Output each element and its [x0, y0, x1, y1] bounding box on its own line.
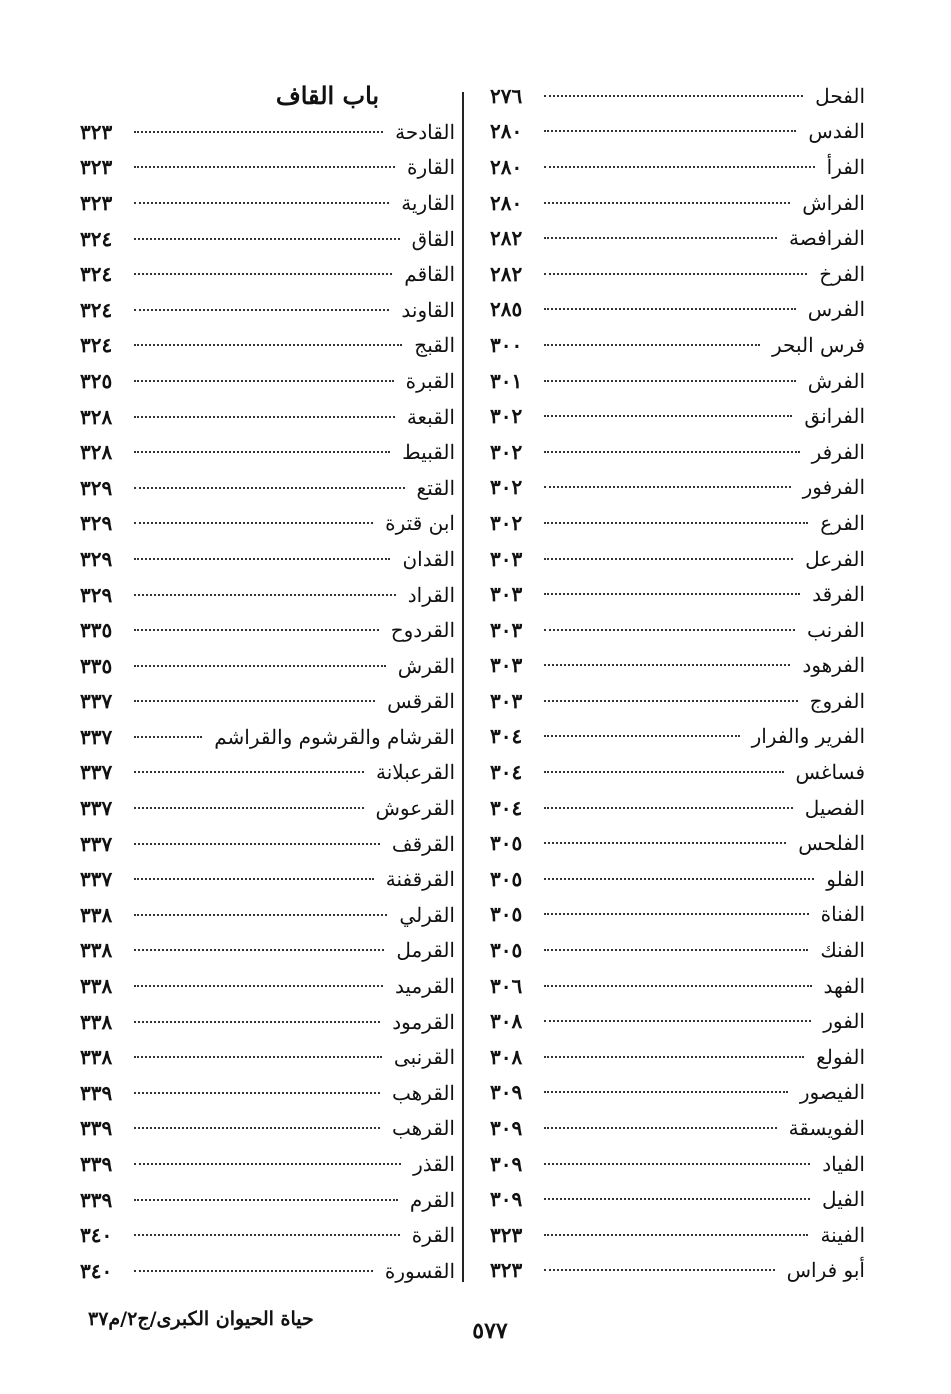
entry-name: القدان: [402, 546, 455, 571]
entry-name: الفيصور: [799, 1080, 865, 1105]
index-entry: [490, 897, 865, 933]
dot-leader: [544, 130, 796, 132]
entry-name: الفرير والفرار: [751, 724, 865, 749]
dot-leader: [134, 1199, 398, 1201]
dot-leader: [134, 1021, 380, 1023]
entry-page-number: ٣٠٨: [490, 1009, 523, 1034]
entry-page-number: ٢٧٦: [490, 83, 523, 108]
index-entry: [80, 1004, 455, 1040]
entry-name: القرة: [411, 1223, 455, 1248]
index-entry: [80, 790, 455, 826]
entry-page-number: ٣٠٥: [490, 831, 523, 856]
index-entry: [80, 399, 455, 435]
dot-leader: [544, 949, 808, 951]
dot-leader: [544, 451, 800, 453]
index-column-right: [490, 78, 865, 1293]
dot-leader: [544, 807, 793, 809]
index-entry: [490, 1003, 865, 1039]
index-entry: [80, 861, 455, 897]
entry-name: الفولع: [816, 1044, 865, 1069]
dot-leader: [544, 380, 796, 382]
index-entry: [80, 1039, 455, 1075]
entry-name: الفنك: [820, 938, 865, 963]
entry-name: القارة: [407, 155, 455, 180]
index-entry: [80, 114, 455, 150]
entry-page-number: ٣٣٨: [80, 974, 113, 999]
entry-name: الفرافصة: [789, 226, 865, 251]
index-entry: [80, 221, 455, 257]
index-entry: [80, 826, 455, 862]
entry-page-number: ٣٠٤: [490, 724, 523, 749]
entry-page-number: ٣٣٧: [80, 724, 113, 749]
entry-page-number: ٣٢٤: [80, 297, 113, 322]
index-entry: [490, 1110, 865, 1146]
dot-leader: [134, 771, 364, 773]
entry-name: الفيل: [822, 1187, 865, 1212]
index-entry: [80, 719, 455, 755]
dot-leader: [134, 878, 374, 880]
dot-leader: [134, 914, 387, 916]
dot-leader: [544, 985, 812, 987]
dot-leader: [544, 558, 793, 560]
dot-leader: [544, 878, 814, 880]
index-entry: [490, 790, 865, 826]
entry-name: الفهد: [823, 973, 865, 998]
index-entry: [490, 825, 865, 861]
index-entry: [490, 505, 865, 541]
dot-leader: [544, 1234, 808, 1236]
entry-name: الفرفور: [802, 475, 865, 500]
entry-page-number: ٣٠٦: [490, 973, 523, 998]
index-entry: [490, 256, 865, 292]
entry-name: ابن قترة: [385, 511, 455, 536]
index-column-left: [80, 78, 455, 1293]
dot-leader: [544, 1163, 810, 1165]
index-entry: [490, 612, 865, 648]
entry-name: القرنبى: [393, 1045, 455, 1070]
entry-page-number: ٣٠٨: [490, 1044, 523, 1069]
entry-name: الفراش: [802, 190, 865, 215]
entry-page-number: ٢٨٠: [490, 154, 523, 179]
index-entry: [80, 541, 455, 577]
entry-page-number: ٣٠٥: [490, 866, 523, 891]
entry-name: القبرة: [405, 368, 455, 393]
dot-leader: [134, 629, 379, 631]
entry-name: الفرش: [807, 368, 865, 393]
index-entry: [80, 363, 455, 399]
dot-leader: [134, 736, 202, 738]
entry-name: الفرفر: [811, 439, 865, 464]
entry-page-number: ٣٣٥: [80, 653, 113, 678]
dot-leader: [544, 1091, 788, 1093]
entry-name: الفويسقة: [788, 1116, 865, 1141]
index-entry: [490, 861, 865, 897]
dot-leader: [134, 380, 394, 382]
entry-page-number: ٣٠٩: [490, 1187, 523, 1212]
entry-page-number: ٣٠٣: [490, 617, 523, 642]
entry-name: الفرقد: [812, 582, 865, 607]
dot-leader: [134, 522, 373, 524]
entry-page-number: ٣٠٩: [490, 1080, 523, 1105]
index-entry: [80, 612, 455, 648]
dot-leader: [134, 131, 383, 133]
index-entry: [80, 577, 455, 613]
entry-page-number: ٣٠٤: [490, 760, 523, 785]
dot-leader: [134, 202, 389, 204]
dot-leader: [544, 166, 815, 168]
entry-name: الفصيل: [804, 795, 865, 820]
entry-page-number: ٣٠٥: [490, 938, 523, 963]
index-entry: [490, 1146, 865, 1182]
dot-leader: [134, 985, 383, 987]
index-entry: [490, 541, 865, 577]
index-entry: [80, 150, 455, 186]
index-entry: [490, 1181, 865, 1217]
index-entry: [490, 576, 865, 612]
entry-page-number: ٣٠٣: [490, 653, 523, 678]
dot-leader: [544, 344, 760, 346]
dot-leader: [544, 522, 808, 524]
entry-page-number: ٣٠٩: [490, 1151, 523, 1176]
index-entry: [490, 683, 865, 719]
index-entry: [80, 1217, 455, 1253]
entry-page-number: ٣٣٩: [80, 1152, 113, 1177]
book-reference: حياة الحيوان الكبرى/ج٢/م٣٧: [88, 1308, 314, 1330]
entry-name: أبو فراس: [786, 1258, 865, 1283]
index-entry: [80, 1182, 455, 1218]
dot-leader: [544, 629, 795, 631]
entry-name: القرش: [397, 653, 455, 678]
entry-name: القتع: [416, 475, 455, 500]
entry-name: الفرس: [807, 297, 865, 322]
index-entry: [80, 1075, 455, 1111]
entry-name: القراد: [407, 582, 455, 607]
index-entry: [490, 1253, 865, 1289]
entry-name: القرعبلانة: [376, 760, 455, 785]
index-entry: [490, 1039, 865, 1075]
entry-page-number: ٣٢٨: [80, 404, 113, 429]
entry-page-number: ٣٠٥: [490, 902, 523, 927]
index-entry: [490, 327, 865, 363]
index-entry: [490, 185, 865, 221]
entry-name: الفرأ: [826, 154, 865, 179]
entry-name: فساغس: [795, 760, 865, 785]
entry-page-number: ٢٨٢: [490, 261, 523, 286]
entry-name: الفرهود: [802, 653, 865, 678]
section-heading: باب القاف: [275, 81, 380, 110]
index-entry: [80, 256, 455, 292]
index-entry: [80, 648, 455, 684]
index-entry: [80, 185, 455, 221]
index-entry: [490, 149, 865, 185]
index-entry: [80, 755, 455, 791]
index-entry: [490, 78, 865, 114]
entry-page-number: ٣٠٢: [490, 510, 523, 535]
entry-name: القبعة: [406, 404, 455, 429]
dot-leader: [544, 202, 790, 204]
entry-page-number: ٣٣٨: [80, 1045, 113, 1070]
dot-leader: [134, 487, 405, 489]
entry-page-number: ٣٠٣: [490, 546, 523, 571]
dot-leader: [544, 1020, 811, 1022]
entry-name: القرقف: [391, 831, 455, 856]
index-entry: [490, 968, 865, 1004]
entry-page-number: ٣٠١: [490, 368, 523, 393]
index-entry: [80, 328, 455, 364]
entry-page-number: ٣٠٢: [490, 439, 523, 464]
entry-page-number: ٣٢٥: [80, 368, 113, 393]
index-entry: [490, 1075, 865, 1111]
entry-page-number: ٣٢٩: [80, 475, 113, 500]
dot-leader: [544, 273, 807, 275]
dot-leader: [544, 1198, 810, 1200]
entry-page-number: ٣٠٣: [490, 582, 523, 607]
entry-name: القرلي: [399, 902, 455, 927]
index-entry: [80, 470, 455, 506]
entry-page-number: ٣٤٠: [80, 1258, 113, 1283]
entry-page-number: ٣٠٢: [490, 404, 523, 429]
dot-leader: [544, 95, 803, 97]
entry-name: فرس البحر: [772, 332, 865, 357]
entry-name: الفرنب: [806, 617, 865, 642]
entry-page-number: ٣٣٩: [80, 1187, 113, 1212]
dot-leader: [134, 1127, 380, 1129]
entry-page-number: ٣٢٤: [80, 333, 113, 358]
dot-leader: [544, 486, 791, 488]
entry-name: الفلحس: [798, 831, 865, 856]
index-entry: [490, 114, 865, 150]
dot-leader: [134, 594, 396, 596]
index-entry: [490, 932, 865, 968]
entry-name: القرميد: [394, 974, 455, 999]
entry-name: القرشام والقرشوم والقراشم: [214, 724, 455, 749]
entry-page-number: ٣٣٩: [80, 1116, 113, 1141]
entry-page-number: ٣٢٤: [80, 262, 113, 287]
dot-leader: [544, 1056, 804, 1058]
entry-name: القارية: [401, 190, 455, 215]
entry-page-number: ٢٨٥: [490, 297, 523, 322]
entry-name: الفرانق: [804, 404, 865, 429]
entry-name: الفرع: [820, 510, 865, 535]
index-entry: [80, 968, 455, 1004]
dot-leader: [134, 451, 390, 453]
entry-page-number: ٣٣٨: [80, 1009, 113, 1034]
dot-leader: [544, 593, 800, 595]
entry-page-number: ٣٢٣: [490, 1258, 523, 1283]
dot-leader: [134, 1270, 373, 1272]
entry-name: القرعوش: [375, 796, 455, 821]
index-entry: [490, 363, 865, 399]
entry-name: القرهب: [392, 1116, 455, 1141]
entry-page-number: ٣٣٧: [80, 796, 113, 821]
dot-leader: [134, 309, 389, 311]
dot-leader: [134, 1092, 380, 1094]
entry-name: القرقس: [387, 689, 455, 714]
dot-leader: [544, 700, 798, 702]
entry-name: القرم: [409, 1187, 455, 1212]
entry-name: القرمود: [392, 1009, 455, 1034]
entry-name: الفياد: [822, 1151, 865, 1176]
index-entry: [490, 398, 865, 434]
dot-leader: [544, 237, 777, 239]
entry-name: القاوند: [401, 297, 455, 322]
entry-name: الفحل: [815, 83, 865, 108]
entry-page-number: ٣٠٠: [490, 332, 523, 357]
index-entry: [80, 684, 455, 720]
entry-name: القسورة: [384, 1258, 455, 1283]
entry-page-number: ٣٣٨: [80, 938, 113, 963]
entry-name: القذر: [413, 1152, 455, 1177]
entry-name: القردوح: [390, 618, 455, 643]
entry-page-number: ٣٣٨: [80, 902, 113, 927]
entry-name: القبيط: [402, 440, 455, 465]
entry-name: الفرخ: [819, 261, 865, 286]
dot-leader: [134, 238, 400, 240]
dot-leader: [544, 1269, 775, 1271]
dot-leader: [544, 735, 740, 737]
entry-page-number: ٣٣٩: [80, 1080, 113, 1105]
index-entry: [490, 1217, 865, 1253]
index-entry: [80, 292, 455, 328]
entry-page-number: ٢٨٠: [490, 119, 523, 144]
dot-leader: [134, 1234, 400, 1236]
index-entry: [80, 1111, 455, 1147]
entry-page-number: ٣٤٠: [80, 1223, 113, 1248]
entry-page-number: ٣٢٤: [80, 226, 113, 251]
dot-leader: [544, 1127, 777, 1129]
entry-page-number: ٣٣٧: [80, 867, 113, 892]
entry-page-number: ٢٨٠: [490, 190, 523, 215]
dot-leader: [544, 771, 784, 773]
entry-name: القاق: [411, 226, 455, 251]
dot-leader: [134, 1163, 401, 1165]
entry-page-number: ٣٣٧: [80, 831, 113, 856]
index-entry: [80, 933, 455, 969]
column-divider: [462, 92, 464, 1282]
dot-leader: [544, 913, 809, 915]
entry-name: الفور: [823, 1009, 865, 1034]
dot-leader: [544, 842, 786, 844]
dot-leader: [134, 700, 375, 702]
entry-page-number: ٣٠٤: [490, 795, 523, 820]
dot-leader: [134, 949, 384, 951]
index-entry: [490, 292, 865, 328]
index-entry: [490, 648, 865, 684]
entry-page-number: ٣٠٩: [490, 1116, 523, 1141]
entry-name: الفروج: [809, 688, 865, 713]
entry-name: الفناة: [820, 902, 865, 927]
dot-leader: [544, 415, 792, 417]
dot-leader: [134, 665, 386, 667]
index-entry: [490, 754, 865, 790]
entry-name: القرمل: [396, 938, 455, 963]
entry-page-number: ٢٨٢: [490, 226, 523, 251]
entry-page-number: ٣٢٣: [80, 119, 113, 144]
entry-page-number: ٣٢٣: [80, 155, 113, 180]
entry-page-number: ٣٢٣: [80, 190, 113, 215]
entry-name: الفلو: [826, 866, 865, 891]
index-entry: [490, 220, 865, 256]
index-entry: [490, 470, 865, 506]
dot-leader: [134, 416, 395, 418]
entry-name: القادحة: [395, 119, 455, 144]
entry-page-number: ٣٣٧: [80, 760, 113, 785]
dot-leader: [134, 558, 390, 560]
entry-page-number: ٣٢٩: [80, 511, 113, 536]
dot-leader: [544, 664, 790, 666]
entry-page-number: ٣٣٥: [80, 618, 113, 643]
entry-page-number: ٣٣٧: [80, 689, 113, 714]
index-entry: [80, 506, 455, 542]
dot-leader: [134, 166, 395, 168]
entry-name: الفينة: [820, 1222, 865, 1247]
entry-page-number: ٣٠٢: [490, 475, 523, 500]
index-entry: [490, 434, 865, 470]
entry-name: الفدس: [808, 119, 865, 144]
index-entry: [80, 1146, 455, 1182]
dot-leader: [134, 273, 392, 275]
dot-leader: [544, 308, 796, 310]
entry-page-number: ٣٢٣: [490, 1222, 523, 1247]
entry-page-number: ٣٠٣: [490, 688, 523, 713]
entry-name: القبج: [414, 333, 455, 358]
entry-name: القرقفنة: [385, 867, 455, 892]
index-entry: [80, 1253, 455, 1289]
entry-page-number: ٣٢٨: [80, 440, 113, 465]
entry-name: الفرعل: [805, 546, 865, 571]
dot-leader: [134, 807, 364, 809]
index-entry: [80, 434, 455, 470]
index-entry: [80, 897, 455, 933]
dot-leader: [134, 1056, 382, 1058]
index-entry: [490, 719, 865, 755]
entry-page-number: ٣٢٩: [80, 546, 113, 571]
entry-name: القاقم: [404, 262, 455, 287]
dot-leader: [134, 843, 380, 845]
page-number: ٥٧٧: [472, 1318, 508, 1344]
entry-name: القرهب: [392, 1080, 455, 1105]
dot-leader: [134, 344, 402, 346]
entry-page-number: ٣٢٩: [80, 582, 113, 607]
